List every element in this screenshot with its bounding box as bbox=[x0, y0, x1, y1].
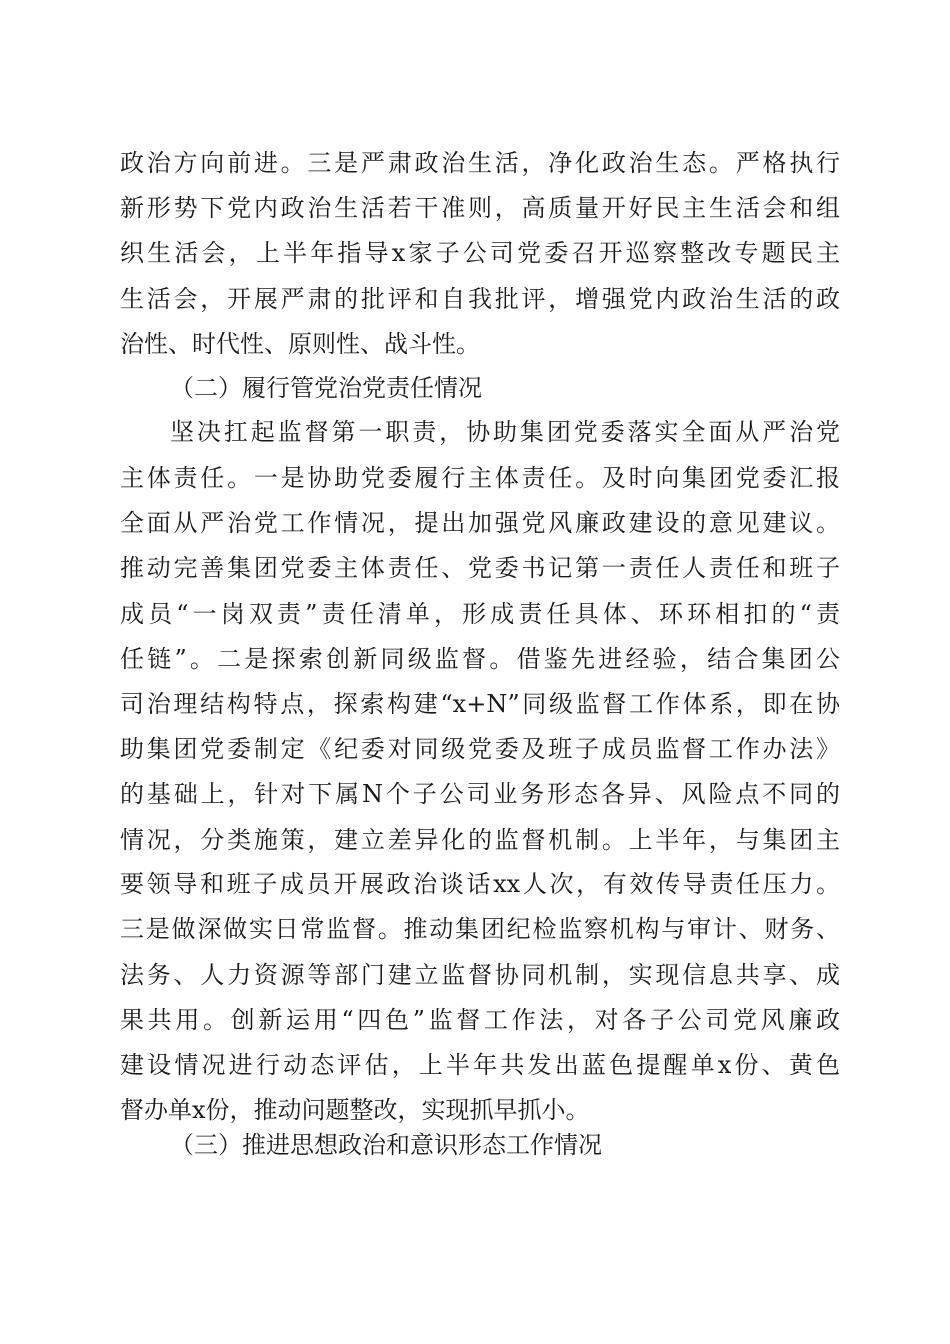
body-text-line: 助集团党委制定《纪委对同级党委及班子成员监督工作办法》 bbox=[120, 735, 840, 763]
body-text-line: 新形势下党内政治生活若干准则，高质量开好民主生活会和组 bbox=[120, 194, 840, 222]
body-text-line: 的基础上，针对下属N个子公司业务形态各异、风险点不同的 bbox=[120, 780, 840, 808]
body-text-line: 主体责任。一是协助党委履行主体责任。及时向集团党委汇报 bbox=[120, 464, 840, 492]
body-text-line: 全面从严治党工作情况，提出加强党风廉政建设的意见建议。 bbox=[120, 509, 840, 537]
body-text-line: 建设情况进行动态评估，上半年共发出蓝色提醒单x份、黄色 bbox=[120, 1051, 840, 1079]
paragraph-first-line: 坚决扛起监督第一职责，协助集团党委落实全面从严治党 bbox=[170, 418, 840, 446]
body-text-line: 推动完善集团党委主体责任、党委书记第一责任人责任和班子 bbox=[120, 554, 840, 582]
body-text-line: 任链”。二是探索创新同级监督。借鉴先进经验，结合集团公 bbox=[120, 645, 840, 673]
body-text-line: 果共用。创新运用“四色”监督工作法，对各子公司党风廉政 bbox=[120, 1006, 840, 1034]
body-text-line: 织生活会，上半年指导x家子公司党委召开巡察整改专题民主 bbox=[120, 239, 840, 267]
body-text-line: 成员“一岗双责”责任清单，形成责任具体、环环相扣的“责 bbox=[120, 600, 840, 628]
body-text-line: 督办单x份，推动问题整改，实现抓早抓小。 bbox=[120, 1096, 590, 1124]
section-heading-3: （三）推进思想政治和意识形态工作情况 bbox=[170, 1131, 602, 1159]
body-text-line: 政治方向前进。三是严肃政治生活，净化政治生态。严格执行 bbox=[120, 149, 840, 177]
body-text-line: 法务、人力资源等部门建立监督协同机制，实现信息共享、成 bbox=[120, 961, 840, 989]
body-text-line: 司治理结构特点，探索构建“x+N”同级监督工作体系，即在协 bbox=[120, 690, 840, 718]
body-text-line: 治性、时代性、原则性、战斗性。 bbox=[120, 330, 480, 358]
body-text-line: 三是做深做实日常监督。推动集团纪检监察机构与审计、财务、 bbox=[120, 915, 840, 943]
body-text-line: 情况，分类施策，建立差异化的监督机制。上半年，与集团主 bbox=[120, 826, 840, 854]
body-text-line: 生活会，开展严肃的批评和自我批评，增强党内政治生活的政 bbox=[120, 285, 840, 313]
body-text-line: 要领导和班子成员开展政治谈话xx人次，有效传导责任压力。 bbox=[120, 870, 840, 898]
section-heading-2: （二）履行管党治党责任情况 bbox=[170, 374, 482, 402]
